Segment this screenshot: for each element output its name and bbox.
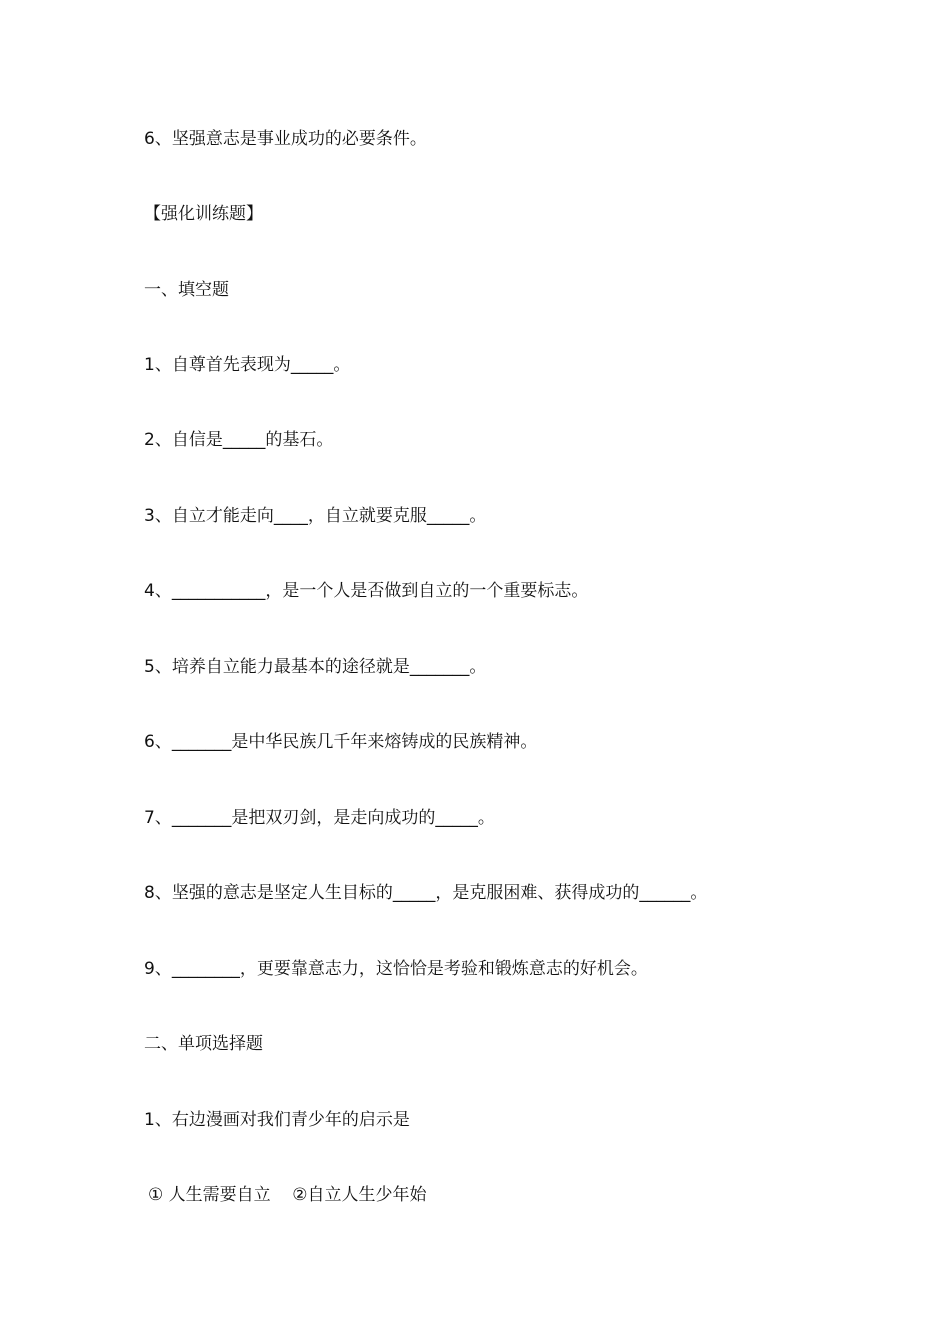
fill-question-8: 8、坚强的意志是坚定人生目标的_____，是克服困难、获得成功的______。 bbox=[144, 883, 708, 903]
section-heading-fill-blank: 一、填空题 bbox=[144, 280, 229, 300]
choice-question-1: 1、右边漫画对我们青少年的启示是 bbox=[144, 1110, 410, 1130]
fill-question-7: 7、_______是把双刃剑，是走向成功的_____。 bbox=[144, 808, 495, 828]
section-heading-single-choice: 二、单项选择题 bbox=[144, 1034, 263, 1054]
fill-question-3: 3、自立才能走向____，自立就要克服_____。 bbox=[144, 506, 487, 526]
fill-question-5: 5、培养自立能力最基本的途径就是_______。 bbox=[144, 657, 487, 677]
fill-question-4: 4、___________，是一个人是否做到自立的一个重要标志。 bbox=[144, 581, 589, 601]
statement-6: 6、坚强意志是事业成功的必要条件。 bbox=[144, 129, 427, 149]
fill-question-9: 9、________，更要靠意志力，这恰恰是考验和锻炼意志的好机会。 bbox=[144, 959, 648, 979]
section-heading-training: 【强化训练题】 bbox=[144, 204, 263, 224]
fill-question-6: 6、_______是中华民族几千年来熔铸成的民族精神。 bbox=[144, 732, 538, 752]
fill-question-1: 1、自尊首先表现为_____。 bbox=[144, 355, 351, 375]
choice-question-1-options: ① 人生需要自立 ②自立人生少年始 bbox=[148, 1185, 427, 1205]
fill-question-2: 2、自信是_____的基石。 bbox=[144, 430, 334, 450]
